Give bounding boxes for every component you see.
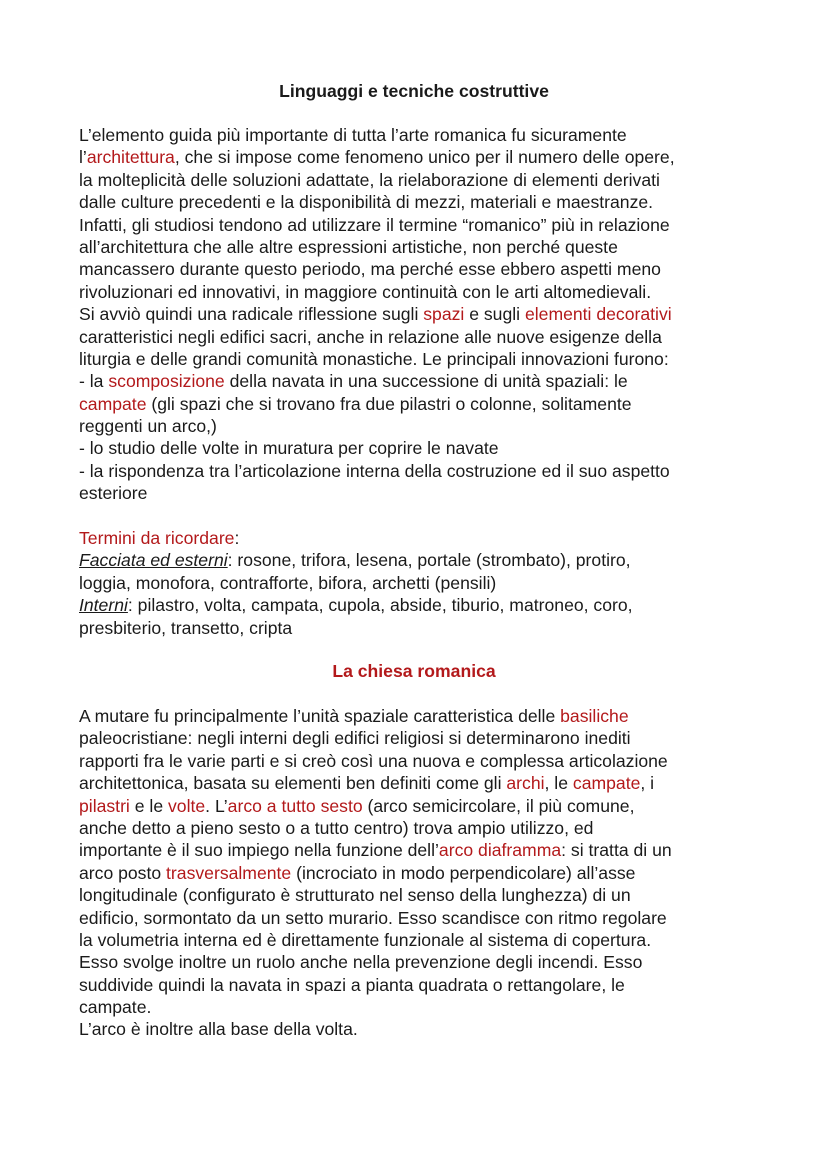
text-segment: A mutare fu principalmente l’unità spaziale caratteristica delle	[79, 706, 561, 726]
text-segment: , le	[544, 773, 573, 794]
text-segment: la volumetria interna ed è direttamente funzionale al sistema di copertura.	[79, 929, 652, 950]
text-segment: rivoluzionari ed innovativi, in maggiore continuità con le arti altomedievali.	[79, 281, 652, 302]
text-line	[79, 750, 769, 772]
text-segment: architettonica, basata su elementi ben definiti come gli	[79, 773, 507, 794]
text-line	[79, 705, 769, 727]
terms-exterior-line-2: loggia, monofora, contrafforte, bifora, archetti (pensili)	[79, 572, 497, 593]
text-segment: (gli spazi che si trovano fra due pilastri o colonne, solitamente	[146, 393, 632, 414]
text-line	[79, 772, 769, 794]
text-line	[79, 862, 769, 884]
text-segment: all’architettura che alle altre espressioni artistiche, non perché queste	[79, 236, 618, 257]
text-segment: importante è il suo impiego nella funzione dell’	[79, 840, 439, 861]
text-line	[79, 1018, 769, 1040]
text-line	[79, 795, 769, 817]
text-segment: L’arco è inoltre alla base della volta.	[79, 1019, 358, 1040]
terms-heading: Termini da ricordare	[79, 528, 235, 548]
text-line	[79, 191, 769, 213]
text-segment: e le	[129, 795, 168, 816]
text-line	[79, 460, 769, 482]
paragraph-chiesa-romanica	[79, 705, 769, 1041]
text-segment: longitudinale (configurato è strutturato nel senso della lunghezza) di un	[79, 885, 631, 906]
text-line	[79, 169, 769, 191]
highlighted-term: trasversalmente	[166, 862, 292, 883]
text-segment: Si avviò quindi una radicale riflessione sugli	[79, 304, 424, 325]
highlighted-term: scomposizione	[108, 371, 225, 392]
text-line	[79, 974, 769, 996]
text-segment: . L’	[205, 795, 228, 816]
interior-label: Interni	[79, 595, 128, 616]
text-segment: anche detto a pieno sesto o a tutto centro) trova ampio utilizzo, ed	[79, 817, 594, 838]
text-line	[79, 303, 769, 325]
text-segment: Infatti, gli studiosi tendono ad utilizzare il termine “romanico” più in relazione	[79, 214, 670, 235]
text-segment: (incrociato in modo perpendicolare) all’asse	[291, 862, 636, 883]
highlighted-term: architettura	[86, 147, 175, 168]
text-line	[79, 214, 769, 236]
section-title-chiesa-romanica: La chiesa romanica	[332, 661, 496, 681]
text-line	[79, 884, 769, 906]
text-segment: Esso svolge inoltre un ruolo anche nella prevenzione degli incendi. Esso	[79, 952, 643, 973]
paragraph-linguaggi	[79, 124, 769, 505]
highlighted-term: archi	[506, 773, 545, 794]
text-line	[79, 929, 769, 951]
highlighted-term: spazi	[423, 304, 465, 325]
text-segment: , i	[640, 773, 655, 794]
text-segment: della navata in una successione di unità spaziali: le	[224, 371, 628, 392]
text-line	[79, 281, 769, 303]
exterior-label: Facciata ed esterni	[79, 550, 228, 571]
text-segment: (arco semicircolare, il più comune,	[362, 795, 635, 816]
text-segment: rapporti fra le varie parti e si creò così una nuova e complessa articolazione	[79, 750, 668, 771]
text-segment: L’elemento guida più importante di tutta l’arte romanica fu sicuramente	[79, 125, 627, 145]
terms-exterior-line: Facciata ed esterni: rosone, trifora, lesena, portale (strombato), protiro,	[79, 550, 631, 571]
text-segment: - la	[79, 371, 109, 392]
text-segment: l’	[79, 147, 87, 168]
highlighted-term: volte	[168, 795, 206, 816]
text-line	[79, 996, 769, 1018]
text-segment: dalle culture precedenti e la disponibilità di mezzi, materiali e maestranze.	[79, 192, 654, 213]
text-segment: paleocristiane: negli interni degli edifici religiosi si determinarono inediti	[79, 728, 631, 749]
highlighted-term: pilastri	[79, 795, 130, 816]
highlighted-term: campate	[79, 393, 147, 414]
text-line	[79, 326, 769, 348]
text-segment: suddivide quindi la navata in spazi a pianta quadrata o rettangolare, le	[79, 974, 625, 995]
text-line	[79, 393, 769, 415]
terms-heading-line: Termini da ricordare:	[79, 528, 240, 548]
text-segment: e sugli	[464, 304, 525, 325]
text-line	[79, 124, 769, 146]
highlighted-term: campate	[572, 773, 641, 794]
highlighted-term: arco diaframma	[438, 840, 562, 861]
text-line	[79, 839, 769, 861]
highlighted-term: elementi decorativi	[524, 304, 672, 325]
text-segment: - la rispondenza tra l’articolazione interna della costruzione ed il suo aspetto	[79, 460, 670, 481]
text-segment: esteriore	[79, 483, 148, 504]
text-segment: arco posto	[79, 862, 167, 883]
text-segment: la molteplicità delle soluzioni adattate, la rielaborazione di elementi derivati	[79, 169, 660, 190]
text-segment: edificio, sormontato da un setto murario. Esso scandisce con ritmo regolare	[79, 907, 667, 928]
highlighted-term: arco a tutto sesto	[227, 795, 363, 816]
text-line	[79, 146, 769, 168]
text-line	[79, 415, 769, 437]
text-segment: mancassero durante questo periodo, ma perché esse ebbero aspetti meno	[79, 259, 661, 280]
text-line	[79, 817, 769, 839]
text-line	[79, 370, 769, 392]
text-segment: caratteristici negli edifici sacri, anche in relazione alle nuove esigenze della	[79, 326, 662, 347]
text-segment: campate.	[79, 997, 152, 1018]
terms-interior-line-2: presbiterio, transetto, cripta	[79, 617, 293, 638]
text-line	[79, 482, 769, 504]
text-line	[79, 907, 769, 929]
highlighted-term: basiliche	[560, 706, 629, 726]
text-line	[79, 236, 769, 258]
text-segment: : si tratta di un	[561, 840, 672, 861]
text-line	[79, 258, 769, 280]
text-line	[79, 348, 769, 370]
text-segment: reggenti un arco,)	[79, 416, 217, 437]
text-segment: liturgia e delle grandi comunità monastiche. Le principali innovazioni furono:	[79, 348, 669, 369]
text-line	[79, 727, 769, 749]
terms-interior-line: Interni: pilastro, volta, campata, cupola, abside, tiburio, matroneo, coro,	[79, 595, 633, 616]
text-segment: , che si impose come fenomeno unico per il numero delle opere,	[174, 147, 675, 168]
text-line	[79, 437, 769, 459]
text-segment: - lo studio delle volte in muratura per coprire le navate	[79, 438, 499, 459]
text-line	[79, 951, 769, 973]
terms-block	[79, 527, 769, 639]
section-title-linguaggi: Linguaggi e tecniche costruttive	[279, 81, 549, 101]
